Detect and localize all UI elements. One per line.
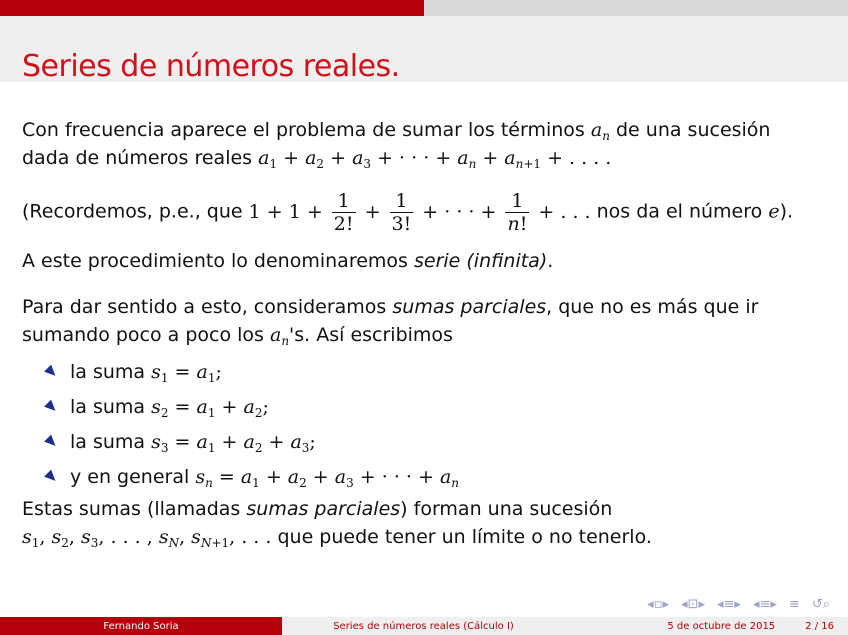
intro-line2: dada de números reales xyxy=(22,147,253,169)
partial-line1-tail: , que no es más que ir xyxy=(546,296,759,318)
footer-date: 5 de octubre de 2015 xyxy=(667,620,776,632)
footer-title: Series de números reales (Cálculo I) xyxy=(282,617,565,635)
remember-paragraph: (Recordemos, p.e., que 1 + 1 + $\frac{1}{2!}$ + $\frac{1}{3!}$ + · · · + $\frac{1}{n!}$ + . . . nos da el número e). xyxy=(22,190,794,235)
slide-title: Series de números reales. xyxy=(22,49,400,84)
section-progress-fill xyxy=(0,0,424,16)
procedure-text: A este procedimiento lo denominaremos xyxy=(22,250,408,272)
section-progress-bar xyxy=(0,0,848,16)
nav-section-icon[interactable]: ◂≡▸ xyxy=(717,597,741,612)
procedure-paragraph: A este procedimiento lo denominaremos serie (infinita). xyxy=(22,250,554,272)
nav-search-icon[interactable]: ↺⌕ xyxy=(811,597,830,612)
nav-outline-icon[interactable]: ≡ xyxy=(788,597,800,612)
closing-line2: que puede tener un límite o no tenerlo. xyxy=(277,526,652,548)
footer-bar xyxy=(0,617,848,635)
nav-document-icon[interactable]: ◂≡▸ xyxy=(752,597,777,612)
closing-paragraph xyxy=(22,495,822,551)
series-expression: $a_1 + a_2 + a_3$ + · · · + $a_n + a_{n+1}$ + . . . . xyxy=(258,147,612,171)
bullet-icon xyxy=(44,400,59,415)
closing-term: sumas parciales xyxy=(246,498,401,520)
sequence-expression: $s_1$, $s_2$, $s_3$, . . . , $s_N$, $s_{N+1}$, . . . xyxy=(22,526,272,550)
partial-line2-suffix: 's. Así escribimos xyxy=(289,324,453,346)
e-series-expression: 1 + 1 + $\frac{1}{2!}$ + $\frac{1}{3!}$ + · · · + $\frac{1}{n!}$ + . . . xyxy=(248,190,591,235)
slide-content xyxy=(22,116,822,551)
partial-sums-paragraph: Para dar sentido a esto, consideramos sumas parciales, que no es más que ir sumando poco a poco los $a_n's$. Así escribimos xyxy=(22,296,759,348)
bullet-icon xyxy=(44,470,59,485)
footer-date-page xyxy=(565,617,848,635)
remember-suffix: nos da el número xyxy=(596,200,763,223)
nav-frame-icon[interactable]: ◂▫▸ xyxy=(647,597,670,612)
nav-subsection-icon[interactable]: ◂⊡▸ xyxy=(681,597,705,612)
procedure-term: serie (infinita) xyxy=(413,250,548,272)
partial-line2-prefix: sumando poco a poco los xyxy=(22,324,264,346)
intro-paragraph: Con frecuencia aparece el problema de sumar los términos $a_n$ de una sucesión dada de números reales $a_1 + a_2 + a_3$ + · · · + $a_n + a_{n+1}$ + . . . . xyxy=(22,119,771,171)
bullet-icon xyxy=(44,365,59,380)
list-item: la suma $s_3 = a_1 + a_2 + a_3$; xyxy=(46,425,822,460)
closing-tail: ) forman una sucesión xyxy=(400,498,613,520)
closing-prefix: Estas sumas (llamadas xyxy=(22,498,241,520)
title-bar xyxy=(0,16,848,82)
intro-tail: de una sucesión xyxy=(616,119,771,141)
list-item: la suma $s_2 = a_1 + a_2$; xyxy=(46,390,822,425)
partial-term: sumas parciales xyxy=(392,296,547,318)
list-item: la suma $s_1 = a_1$; xyxy=(46,355,822,390)
partial-line1: Para dar sentido a esto, consideramos xyxy=(22,296,387,318)
bullet-icon xyxy=(44,435,59,450)
intro-text: Con frecuencia aparece el problema de sumar los términos xyxy=(22,119,585,141)
partial-sums-list xyxy=(22,355,822,495)
remember-prefix: (Recordemos, p.e., que xyxy=(22,200,243,223)
beamer-navigation xyxy=(647,597,830,612)
list-item: y en general $s_n = a_1 + a_2 + a_3$ + · · · + $a_n$ xyxy=(46,460,822,495)
footer-author: Fernando Soria xyxy=(0,617,282,635)
remember-end: ). xyxy=(779,200,794,223)
footer-page-number: 2 / 16 xyxy=(805,620,834,632)
